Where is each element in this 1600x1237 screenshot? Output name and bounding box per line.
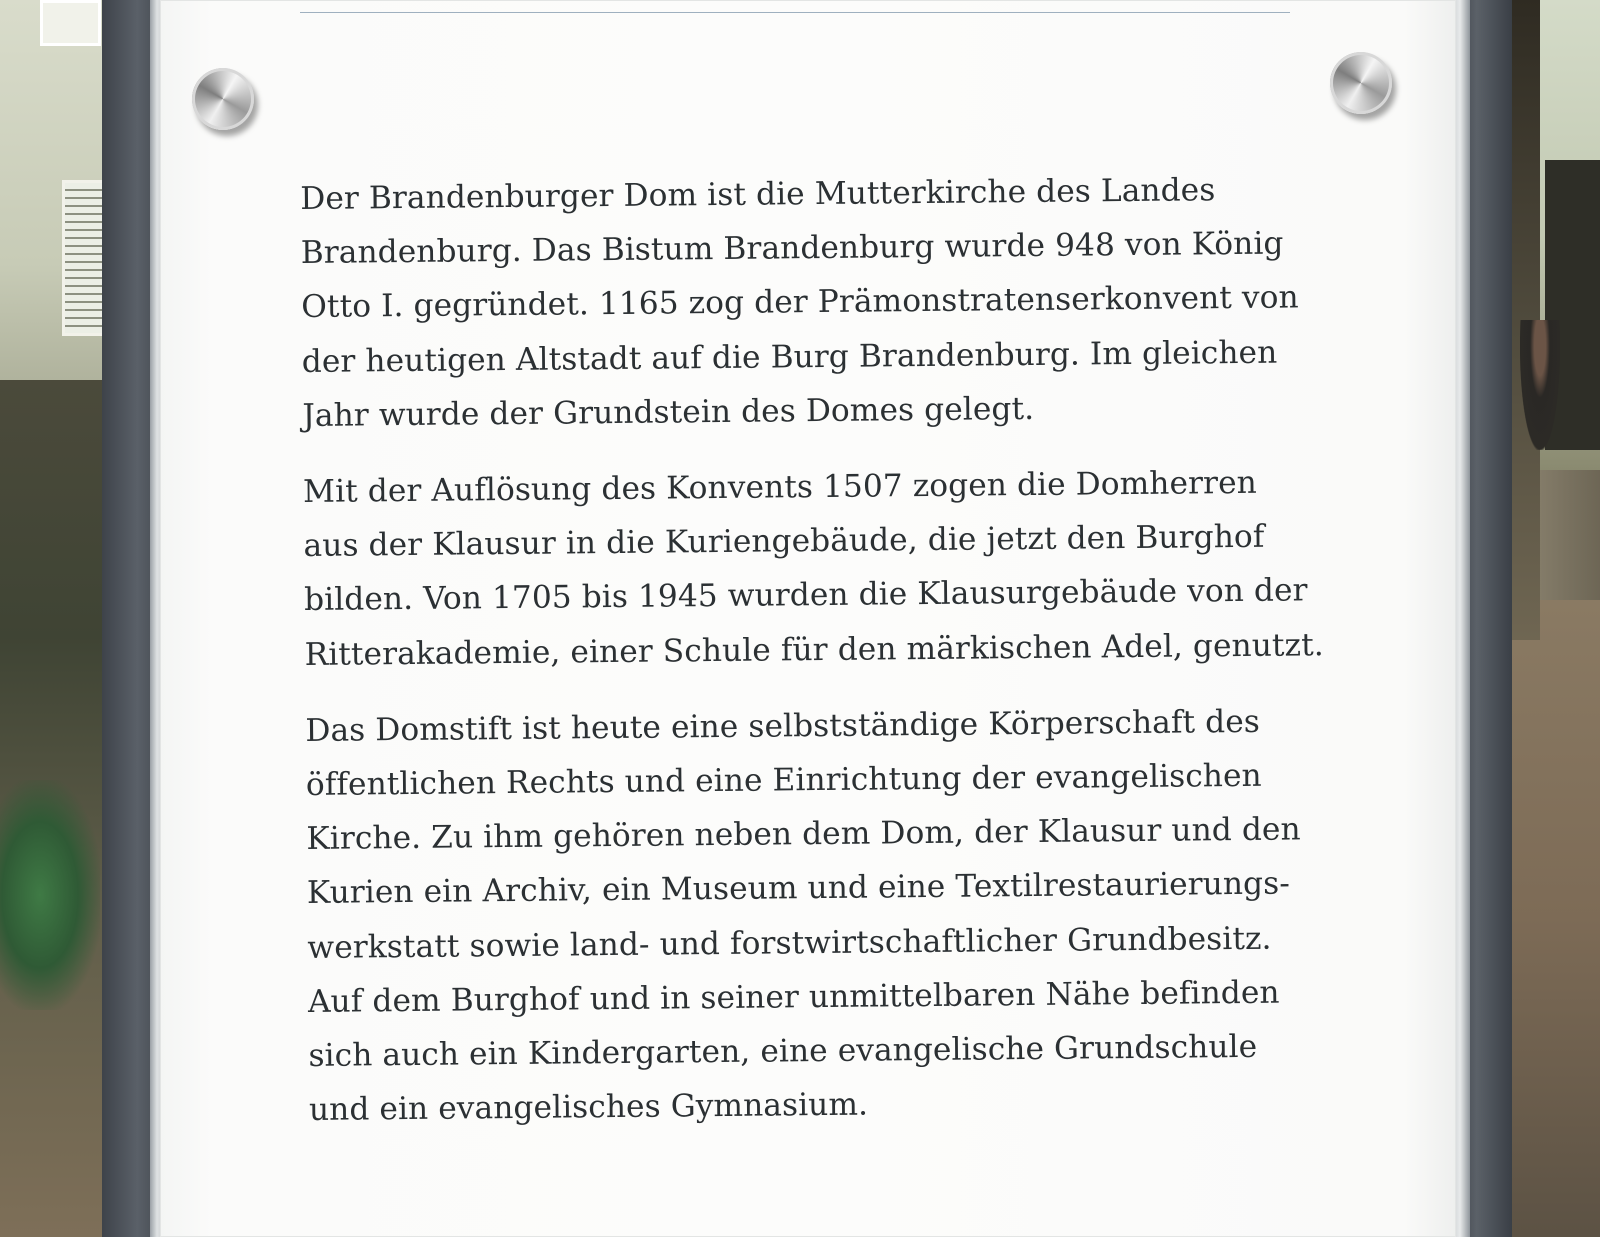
paragraph-domstift-today bbox=[305, 694, 1354, 1138]
paragraph-ritterakademie bbox=[303, 455, 1350, 682]
text-line: Auf dem Burghof und in seiner unmittelbaren Nähe befinden bbox=[307, 974, 1280, 1020]
text-line: Der Brandenburger Dom ist die Mutterkirche des Landes bbox=[300, 172, 1216, 217]
text-line: werkstatt sowie land- und forstwirtschaftlicher Grundbesitz. bbox=[307, 920, 1272, 966]
text-line: Otto I. gegründet. 1165 zog der Prämonstratenserkonvent von bbox=[301, 279, 1299, 326]
text-line: aus der Klausur in die Kuriengebäude, die jetzt den Burghof bbox=[303, 518, 1265, 565]
text-line: Brandenburg. Das Bistum Brandenburg wurde 948 von König bbox=[300, 225, 1284, 272]
paragraph-history bbox=[300, 162, 1348, 443]
text-line: der heutigen Altstadt auf die Burg Brandenburg. Im gleichen bbox=[301, 334, 1278, 380]
text-line: öffentlichen Rechts und eine Einrichtung der evangelischen bbox=[305, 757, 1262, 804]
text-line: Kurien ein Archiv, ein Museum und eine Textilrestaurierungs- bbox=[306, 865, 1291, 912]
text-line: Das Domstift ist heute eine selbstständige Körperschaft des bbox=[305, 703, 1261, 749]
divider-line bbox=[300, 12, 1290, 13]
background-foliage bbox=[0, 780, 100, 1010]
text-line: Kirche. Zu ihm gehören neben dem Dom, der Klausur und den bbox=[306, 811, 1301, 858]
background-window bbox=[40, 0, 101, 46]
sign-text bbox=[300, 162, 1354, 1159]
mounting-bolt-icon bbox=[192, 68, 254, 130]
text-line: und ein evangelisches Gymnasium. bbox=[308, 1086, 869, 1129]
text-line: Ritterakademie, einer Schule für den märkischen Adel, genutzt. bbox=[304, 626, 1324, 673]
mounting-bolt-icon bbox=[1330, 52, 1392, 114]
text-line: Jahr wurde der Grundstein des Domes gelegt. bbox=[302, 390, 1035, 434]
text-line: Mit der Auflösung des Konvents 1507 zogen die Domherren bbox=[302, 464, 1258, 511]
background-person bbox=[1520, 320, 1560, 450]
text-line: sich auch ein Kindergarten, eine evangelische Grundschule bbox=[308, 1028, 1258, 1075]
text-line: bilden. Von 1705 bis 1945 wurden die Klausurgebäude von der bbox=[303, 572, 1308, 619]
